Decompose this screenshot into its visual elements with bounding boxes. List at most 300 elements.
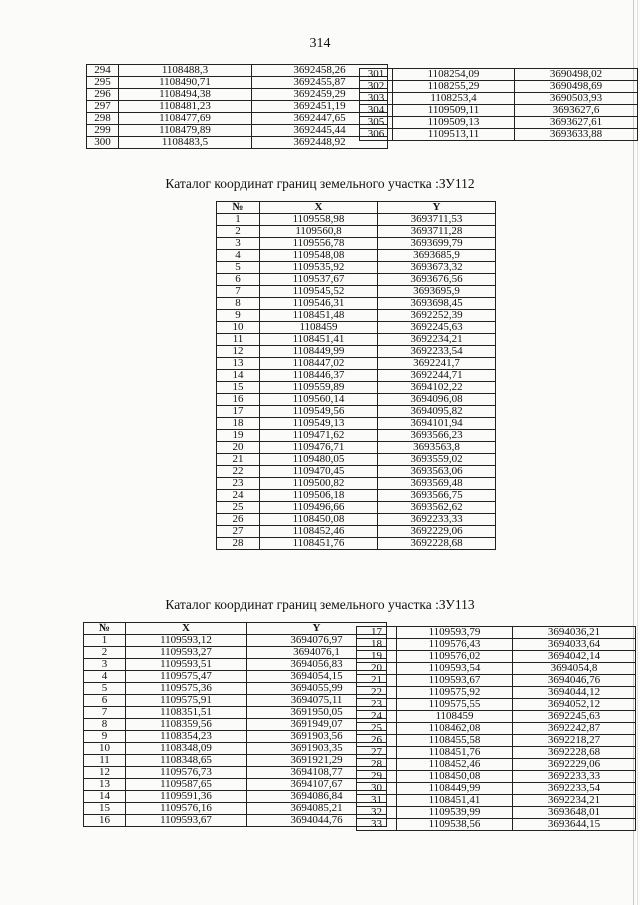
row-number-cell: 302 — [360, 81, 393, 93]
y-coordinate-cell: 3694108,77 — [247, 767, 387, 779]
row-number-cell: 1 — [217, 214, 260, 226]
row-number-cell: 294 — [87, 65, 119, 77]
table-row — [84, 635, 387, 647]
zu112-coordinate-table — [216, 201, 496, 550]
row-number-cell: 22 — [357, 687, 397, 699]
y-coordinate-cell: 3691950,05 — [247, 707, 387, 719]
y-coordinate-cell: 3694042,14 — [513, 651, 636, 663]
x-coordinate-cell: 1108351,51 — [126, 707, 247, 719]
x-coordinate-cell: 1108449,99 — [260, 346, 378, 358]
x-coordinate-cell: 1109539,99 — [397, 807, 513, 819]
x-coordinate-cell: 1108451,48 — [260, 310, 378, 322]
row-number-cell: 299 — [87, 125, 119, 137]
table-header-row — [84, 623, 387, 635]
x-coordinate-cell: 1109549,13 — [260, 418, 378, 430]
table-row — [217, 466, 496, 478]
row-number-cell: 295 — [87, 77, 119, 89]
row-number-cell: 19 — [357, 651, 397, 663]
row-number-cell: 4 — [217, 250, 260, 262]
row-number-cell: 32 — [357, 807, 397, 819]
x-coordinate-cell: 1109556,78 — [260, 238, 378, 250]
table-row — [84, 731, 387, 743]
x-coordinate-cell: 1109549,56 — [260, 406, 378, 418]
x-coordinate-cell: 1108483,5 — [119, 137, 252, 149]
table-row — [217, 382, 496, 394]
x-coordinate-cell: 1109537,67 — [260, 274, 378, 286]
x-coordinate-cell: 1109575,36 — [126, 683, 247, 695]
row-number-cell: 14 — [84, 791, 126, 803]
y-coordinate-cell: 3693566,75 — [378, 490, 496, 502]
y-coordinate-cell: 3693627,61 — [515, 117, 638, 129]
y-coordinate-cell: 3691949,07 — [247, 719, 387, 731]
table-row — [217, 250, 496, 262]
table-row — [217, 442, 496, 454]
table-row — [360, 105, 638, 117]
x-coordinate-cell: 1108348,09 — [126, 743, 247, 755]
row-number-cell: 20 — [357, 663, 397, 675]
y-coordinate-cell: 3694036,21 — [513, 627, 636, 639]
row-number-cell: 11 — [217, 334, 260, 346]
table-row — [217, 346, 496, 358]
x-coordinate-cell: 1108490,71 — [119, 77, 252, 89]
table-row — [357, 663, 636, 675]
x-coordinate-cell: 1108449,99 — [397, 783, 513, 795]
x-coordinate-cell: 1108452,46 — [260, 526, 378, 538]
row-number-cell: 300 — [87, 137, 119, 149]
table-row — [360, 129, 638, 141]
x-coordinate-cell: 1109476,71 — [260, 442, 378, 454]
y-coordinate-cell: 3693633,88 — [515, 129, 638, 141]
table-row — [84, 815, 387, 827]
row-number-cell: 20 — [217, 442, 260, 454]
y-coordinate-cell: 3694033,64 — [513, 639, 636, 651]
row-number-cell: 5 — [217, 262, 260, 274]
y-coordinate-cell: 3692244,71 — [378, 370, 496, 382]
y-coordinate-cell: 3692241,7 — [378, 358, 496, 370]
table-row — [87, 125, 388, 137]
row-number-cell: 1 — [84, 635, 126, 647]
x-coordinate-cell: 1109593,79 — [397, 627, 513, 639]
y-coordinate-cell: 3694054,15 — [247, 671, 387, 683]
x-coordinate-cell: 1109575,47 — [126, 671, 247, 683]
row-number-cell: 8 — [84, 719, 126, 731]
x-coordinate-cell: 1108451,76 — [397, 747, 513, 759]
row-number-cell: 30 — [357, 783, 397, 795]
zu113-coordinate-table-left — [83, 622, 387, 827]
row-number-cell: 303 — [360, 93, 393, 105]
table-row — [360, 93, 638, 105]
row-number-cell: 18 — [357, 639, 397, 651]
y-coordinate-cell: 3692218,27 — [513, 735, 636, 747]
table-row — [217, 334, 496, 346]
row-number-cell: 28 — [357, 759, 397, 771]
y-coordinate-cell: 3692229,06 — [378, 526, 496, 538]
y-coordinate-cell: 3692252,39 — [378, 310, 496, 322]
row-number-cell: 10 — [217, 322, 260, 334]
x-coordinate-cell: 1108255,29 — [393, 81, 515, 93]
row-number-cell: 6 — [84, 695, 126, 707]
column-header-number: № — [217, 202, 260, 214]
x-coordinate-cell: 1108359,56 — [126, 719, 247, 731]
x-coordinate-cell: 1108253,4 — [393, 93, 515, 105]
y-coordinate-cell: 3693566,23 — [378, 430, 496, 442]
row-number-cell: 2 — [84, 647, 126, 659]
row-number-cell: 6 — [217, 274, 260, 286]
table-row — [217, 214, 496, 226]
table-row — [357, 675, 636, 687]
row-number-cell: 11 — [84, 755, 126, 767]
table-row — [84, 695, 387, 707]
table-row — [217, 538, 496, 550]
row-number-cell: 22 — [217, 466, 260, 478]
x-coordinate-cell: 1108479,89 — [119, 125, 252, 137]
y-coordinate-cell: 3693676,56 — [378, 274, 496, 286]
x-coordinate-cell: 1108254,09 — [393, 69, 515, 81]
row-number-cell: 24 — [217, 490, 260, 502]
y-coordinate-cell: 3692234,21 — [378, 334, 496, 346]
table-row — [357, 651, 636, 663]
x-coordinate-cell: 1109500,82 — [260, 478, 378, 490]
table-row — [217, 370, 496, 382]
zu113-coordinate-table-right — [356, 626, 636, 831]
x-coordinate-cell: 1109593,67 — [126, 815, 247, 827]
y-coordinate-cell: 3694102,22 — [378, 382, 496, 394]
y-coordinate-cell: 3694101,94 — [378, 418, 496, 430]
x-coordinate-cell: 1109575,92 — [397, 687, 513, 699]
y-coordinate-cell: 3692233,33 — [378, 514, 496, 526]
coordinate-table-continued-right — [359, 68, 638, 141]
y-coordinate-cell: 3694052,12 — [513, 699, 636, 711]
table-row — [217, 322, 496, 334]
row-number-cell: 5 — [84, 683, 126, 695]
row-number-cell: 16 — [84, 815, 126, 827]
row-number-cell: 21 — [217, 454, 260, 466]
table-header-row — [217, 202, 496, 214]
table-row — [87, 77, 388, 89]
table-row — [84, 743, 387, 755]
x-coordinate-cell: 1109506,18 — [260, 490, 378, 502]
y-coordinate-cell: 3692447,65 — [252, 113, 388, 125]
table-row — [357, 711, 636, 723]
row-number-cell: 16 — [217, 394, 260, 406]
table-row — [87, 89, 388, 101]
table-row — [84, 671, 387, 683]
x-coordinate-cell: 1109559,89 — [260, 382, 378, 394]
x-coordinate-cell: 1109509,11 — [393, 105, 515, 117]
y-coordinate-cell: 3692245,63 — [378, 322, 496, 334]
x-coordinate-cell: 1108459 — [397, 711, 513, 723]
y-coordinate-cell: 3693673,32 — [378, 262, 496, 274]
table-row — [217, 502, 496, 514]
y-coordinate-cell: 3693562,62 — [378, 502, 496, 514]
x-coordinate-cell: 1109575,55 — [397, 699, 513, 711]
zu112-catalog-heading: Каталог координат границ земельного участка :ЗУ112 — [165, 176, 475, 191]
y-coordinate-cell: 3692242,87 — [513, 723, 636, 735]
x-coordinate-cell: 1109587,65 — [126, 779, 247, 791]
x-coordinate-cell: 1108481,23 — [119, 101, 252, 113]
x-coordinate-cell: 1109545,52 — [260, 286, 378, 298]
row-number-cell: 23 — [217, 478, 260, 490]
y-coordinate-cell: 3694095,82 — [378, 406, 496, 418]
row-number-cell: 301 — [360, 69, 393, 81]
x-coordinate-cell: 1108451,41 — [397, 795, 513, 807]
y-coordinate-cell: 3691903,56 — [247, 731, 387, 743]
table-row — [217, 514, 496, 526]
x-coordinate-cell: 1108450,08 — [397, 771, 513, 783]
column-header-number: № — [84, 623, 126, 635]
row-number-cell: 297 — [87, 101, 119, 113]
y-coordinate-cell: 3692233,54 — [378, 346, 496, 358]
y-coordinate-cell: 3692451,19 — [252, 101, 388, 113]
y-coordinate-cell: 3693648,01 — [513, 807, 636, 819]
table-row — [217, 418, 496, 430]
x-coordinate-cell: 1108462,08 — [397, 723, 513, 735]
row-number-cell: 9 — [84, 731, 126, 743]
x-coordinate-cell: 1108488,3 — [119, 65, 252, 77]
y-coordinate-cell: 3693563,8 — [378, 442, 496, 454]
table-row — [360, 81, 638, 93]
row-number-cell: 14 — [217, 370, 260, 382]
table-row — [84, 767, 387, 779]
y-coordinate-cell: 3694107,67 — [247, 779, 387, 791]
row-number-cell: 3 — [217, 238, 260, 250]
row-number-cell: 25 — [357, 723, 397, 735]
row-number-cell: 21 — [357, 675, 397, 687]
table-row — [360, 69, 638, 81]
table-row — [217, 226, 496, 238]
row-number-cell: 24 — [357, 711, 397, 723]
y-coordinate-cell: 3692448,92 — [252, 137, 388, 149]
table-row — [357, 639, 636, 651]
y-coordinate-cell: 3692233,54 — [513, 783, 636, 795]
y-coordinate-cell: 3690498,69 — [515, 81, 638, 93]
row-number-cell: 33 — [357, 819, 397, 831]
x-coordinate-cell: 1109535,92 — [260, 262, 378, 274]
y-coordinate-cell: 3694056,83 — [247, 659, 387, 671]
row-number-cell: 298 — [87, 113, 119, 125]
row-number-cell: 12 — [217, 346, 260, 358]
y-coordinate-cell: 3692233,33 — [513, 771, 636, 783]
table-row — [87, 137, 388, 149]
y-coordinate-cell: 3692459,29 — [252, 89, 388, 101]
y-coordinate-cell: 3692229,06 — [513, 759, 636, 771]
row-number-cell: 12 — [84, 767, 126, 779]
x-coordinate-cell: 1108459 — [260, 322, 378, 334]
x-coordinate-cell: 1108451,41 — [260, 334, 378, 346]
row-number-cell: 18 — [217, 418, 260, 430]
table-row — [217, 394, 496, 406]
row-number-cell: 4 — [84, 671, 126, 683]
table-row — [217, 358, 496, 370]
row-number-cell: 23 — [357, 699, 397, 711]
row-number-cell: 306 — [360, 129, 393, 141]
table-row — [87, 101, 388, 113]
y-coordinate-cell: 3693711,53 — [378, 214, 496, 226]
x-coordinate-cell: 1108477,69 — [119, 113, 252, 125]
x-coordinate-cell: 1109546,31 — [260, 298, 378, 310]
x-coordinate-cell: 1109593,67 — [397, 675, 513, 687]
row-number-cell: 15 — [84, 803, 126, 815]
row-number-cell: 17 — [217, 406, 260, 418]
y-coordinate-cell: 3694044,12 — [513, 687, 636, 699]
table-row — [87, 113, 388, 125]
row-number-cell: 8 — [217, 298, 260, 310]
row-number-cell: 26 — [217, 514, 260, 526]
table-row — [357, 735, 636, 747]
row-number-cell: 28 — [217, 538, 260, 550]
y-coordinate-cell: 3692234,21 — [513, 795, 636, 807]
x-coordinate-cell: 1108354,23 — [126, 731, 247, 743]
row-number-cell: 15 — [217, 382, 260, 394]
x-coordinate-cell: 1109576,02 — [397, 651, 513, 663]
y-coordinate-cell: 3693563,06 — [378, 466, 496, 478]
table-row — [357, 819, 636, 831]
y-coordinate-cell: 3693699,79 — [378, 238, 496, 250]
y-coordinate-cell: 3690498,02 — [515, 69, 638, 81]
y-coordinate-cell: 3690503,93 — [515, 93, 638, 105]
table-row — [217, 298, 496, 310]
row-number-cell: 7 — [84, 707, 126, 719]
table-row — [357, 759, 636, 771]
table-row — [84, 755, 387, 767]
table-row — [217, 262, 496, 274]
y-coordinate-cell: 3692445,44 — [252, 125, 388, 137]
table-row — [87, 65, 388, 77]
row-number-cell: 19 — [217, 430, 260, 442]
row-number-cell: 26 — [357, 735, 397, 747]
y-coordinate-cell: 3692245,63 — [513, 711, 636, 723]
y-coordinate-cell: 3692228,68 — [378, 538, 496, 550]
x-coordinate-cell: 1109560,8 — [260, 226, 378, 238]
x-coordinate-cell: 1109593,12 — [126, 635, 247, 647]
x-coordinate-cell: 1109576,73 — [126, 767, 247, 779]
row-number-cell: 305 — [360, 117, 393, 129]
y-coordinate-cell: 3694085,21 — [247, 803, 387, 815]
table-row — [84, 719, 387, 731]
x-coordinate-cell: 1108348,65 — [126, 755, 247, 767]
y-coordinate-cell: 3693569,48 — [378, 478, 496, 490]
x-coordinate-cell: 1109538,56 — [397, 819, 513, 831]
y-coordinate-cell: 3694086,84 — [247, 791, 387, 803]
table-row — [84, 707, 387, 719]
row-number-cell: 29 — [357, 771, 397, 783]
y-coordinate-cell: 3694096,08 — [378, 394, 496, 406]
x-coordinate-cell: 1109593,27 — [126, 647, 247, 659]
table-row — [357, 723, 636, 735]
table-row — [84, 647, 387, 659]
table-row — [217, 478, 496, 490]
table-row — [357, 687, 636, 699]
table-row — [357, 627, 636, 639]
x-coordinate-cell: 1109470,45 — [260, 466, 378, 478]
x-coordinate-cell: 1109558,98 — [260, 214, 378, 226]
table-row — [217, 274, 496, 286]
y-coordinate-cell: 3693698,45 — [378, 298, 496, 310]
y-coordinate-cell: 3694054,8 — [513, 663, 636, 675]
x-coordinate-cell: 1109471,62 — [260, 430, 378, 442]
x-coordinate-cell: 1109575,91 — [126, 695, 247, 707]
row-number-cell: 13 — [217, 358, 260, 370]
x-coordinate-cell: 1109591,36 — [126, 791, 247, 803]
x-coordinate-cell: 1109513,11 — [393, 129, 515, 141]
y-coordinate-cell: 3694076,1 — [247, 647, 387, 659]
x-coordinate-cell: 1109576,16 — [126, 803, 247, 815]
x-coordinate-cell: 1109548,08 — [260, 250, 378, 262]
y-coordinate-cell: 3692455,87 — [252, 77, 388, 89]
y-coordinate-cell: 3694044,76 — [247, 815, 387, 827]
y-coordinate-cell: 3693711,28 — [378, 226, 496, 238]
x-coordinate-cell: 1109560,14 — [260, 394, 378, 406]
page-number: 314 — [309, 36, 331, 51]
y-coordinate-cell: 3693627,6 — [515, 105, 638, 117]
row-number-cell: 31 — [357, 795, 397, 807]
y-coordinate-cell: 3694055,99 — [247, 683, 387, 695]
x-coordinate-cell: 1108452,46 — [397, 759, 513, 771]
table-row — [84, 803, 387, 815]
table-row — [357, 783, 636, 795]
zu113-catalog-heading: Каталог координат границ земельного участка :ЗУ113 — [165, 597, 475, 612]
y-coordinate-cell: 3693685,9 — [378, 250, 496, 262]
table-row — [84, 683, 387, 695]
y-coordinate-cell: 3693695,9 — [378, 286, 496, 298]
row-number-cell: 7 — [217, 286, 260, 298]
y-coordinate-cell: 3694046,76 — [513, 675, 636, 687]
table-row — [217, 286, 496, 298]
y-coordinate-cell: 3693644,15 — [513, 819, 636, 831]
y-coordinate-cell: 3693559,02 — [378, 454, 496, 466]
row-number-cell: 296 — [87, 89, 119, 101]
row-number-cell: 2 — [217, 226, 260, 238]
row-number-cell: 27 — [217, 526, 260, 538]
x-coordinate-cell: 1108447,02 — [260, 358, 378, 370]
row-number-cell: 9 — [217, 310, 260, 322]
table-row — [357, 699, 636, 711]
x-coordinate-cell: 1109576,43 — [397, 639, 513, 651]
column-header-x: X — [260, 202, 378, 214]
coordinate-table-continued-left — [86, 64, 388, 149]
column-header-y: Y — [247, 623, 387, 635]
y-coordinate-cell: 3691903,35 — [247, 743, 387, 755]
table-row — [357, 807, 636, 819]
row-number-cell: 27 — [357, 747, 397, 759]
table-row — [357, 795, 636, 807]
row-number-cell: 304 — [360, 105, 393, 117]
x-coordinate-cell: 1108450,08 — [260, 514, 378, 526]
x-coordinate-cell: 1108451,76 — [260, 538, 378, 550]
y-coordinate-cell: 3694076,97 — [247, 635, 387, 647]
x-coordinate-cell: 1108494,38 — [119, 89, 252, 101]
x-coordinate-cell: 1109593,54 — [397, 663, 513, 675]
table-row — [217, 454, 496, 466]
table-row — [357, 747, 636, 759]
x-coordinate-cell: 1108446,37 — [260, 370, 378, 382]
y-coordinate-cell: 3694075,11 — [247, 695, 387, 707]
x-coordinate-cell: 1109496,66 — [260, 502, 378, 514]
x-coordinate-cell: 1109480,05 — [260, 454, 378, 466]
table-row — [84, 791, 387, 803]
table-row — [84, 659, 387, 671]
table-row — [357, 771, 636, 783]
row-number-cell: 17 — [357, 627, 397, 639]
table-row — [217, 490, 496, 502]
y-coordinate-cell: 3692228,68 — [513, 747, 636, 759]
table-row — [360, 117, 638, 129]
table-row — [217, 310, 496, 322]
row-number-cell: 25 — [217, 502, 260, 514]
x-coordinate-cell: 1109509,13 — [393, 117, 515, 129]
table-row — [217, 406, 496, 418]
column-header-x: X — [126, 623, 247, 635]
